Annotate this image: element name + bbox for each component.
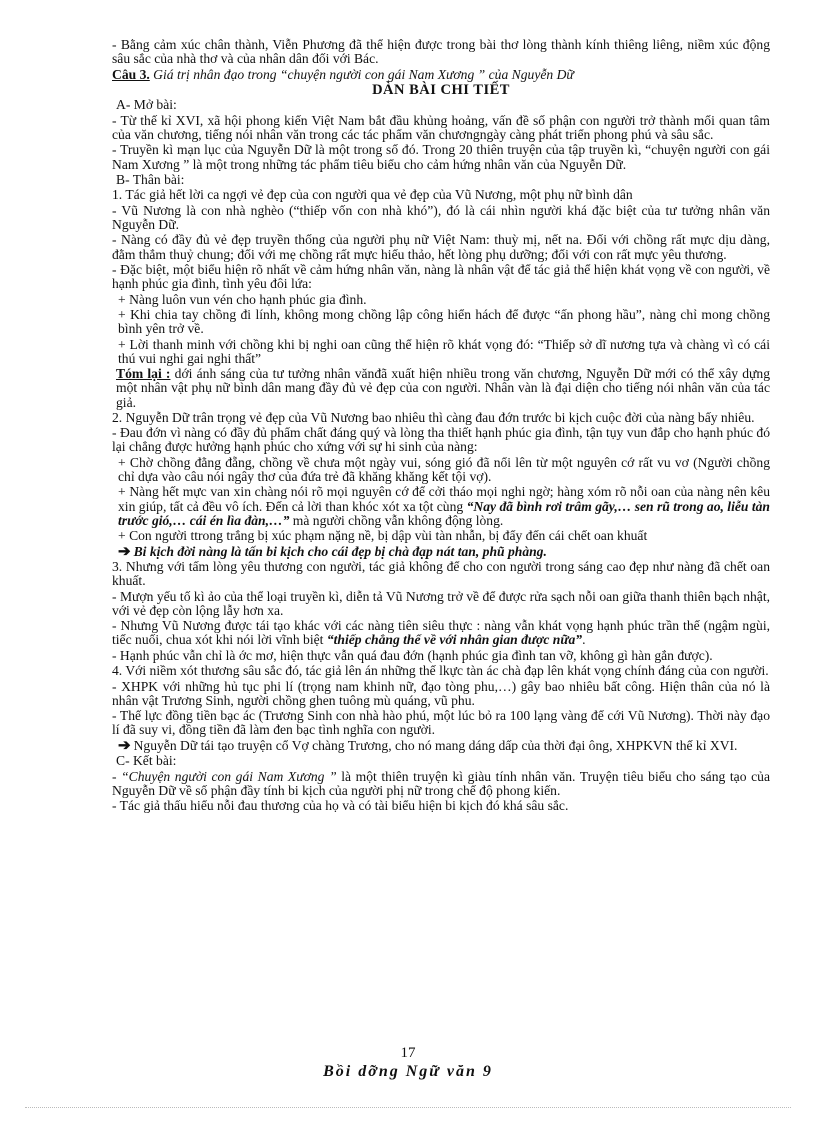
bottom-divider (25, 1107, 791, 1108)
section-2-bullet-1: + Chờ chồng đằng đẵng, chồng về chưa một ngày vui, sóng gió đã nổi lên từ một nguyên cớ rất vu vơ (Người chồng chỉ dựa vào câu nói ngây thơ của đứa trẻ đã khăng khăng kết tội vợ). (118, 454, 770, 485)
question-suffix: của Nguyễn Dữ (485, 66, 574, 82)
section-2-paragraph-1: - Đau đớn vì nàng có đầy đủ phẩm chất đáng quý và lòng tha thiết hạnh phúc gia đình, tận tụy vun đắp cho hạnh phúc đó lại chẳng được hưởng hạnh phúc cho xứng với sự hi sinh của nàng: (112, 425, 770, 455)
section-4-paragraph-2: - Thế lực đồng tiền bạc ác (Trương Sinh con nhà hào phú, một lúc bỏ ra 100 lạng vàng để cới Vũ Nương). Thời này đạo lí đã suy vi, đồng tiền đã làm đen bạc tình nghĩa con người. (112, 708, 770, 738)
top-paragraph: - Bằng cảm xúc chân thành, Viễn Phương đã thể hiện được trong bài thơ lòng thành kính thiêng liêng, niềm xúc động sâu sắc của nhà thơ và của nhân dân đối với Bác. (112, 37, 770, 67)
page-footer: Bồi dỡng Ngữ văn 9 (323, 1063, 493, 1080)
section-1-paragraph-3: - Đặc biệt, một biểu hiện rõ nhất về cảm hứng nhân văn, nàng là nhân vật để tác giả thể hiện khát vọng về con người, về hạnh phúc gia đình, tình yêu đôi lứa: (112, 261, 770, 292)
section-1-summary (112, 367, 770, 410)
outline-title: DÀN BÀI CHI TIẾT (372, 81, 510, 98)
summary-label: Tóm lại : (116, 366, 171, 382)
section-3-title: 3. Nhưng với tấm lòng yêu thương con người, tác giả không để cho con người trong sáng cao đẹp như nàng đã chết oan khuất. (112, 559, 770, 589)
section-2-bullet-2 (112, 485, 770, 528)
section-3-paragraph-2-tail: . (582, 632, 586, 648)
section-3-paragraph-2-quote: “thiếp chẳng thể về với nhân gian được nữa” (326, 632, 583, 648)
section-2-bullet-2-tail: mà người chồng vẫn không động lòng. (289, 512, 504, 528)
question-work: “chuyện người con gái Nam Xương ” (279, 66, 486, 82)
question-prefix: Giá trị nhân đạo trong (149, 66, 280, 82)
section-2-conclusion-text: Bi kịch đời nàng là tấn bi kịch cho cái đẹp bị chà đạp nát tan, phũ phàng. (133, 543, 547, 559)
conclusion-dash: - (112, 768, 122, 784)
section-1-paragraph-2: - Nàng có đầy đủ vẻ đẹp truyền thống của người phụ nữ Việt Nam: thuỳ mị, nết na. Đối với chồng rất mực dịu dàng, đằm thắm thuỷ chung; đối với mẹ chồng rất mực hiếu thảo, hết lòng phụ dưỡng; đối với con rất mực yêu thương. (112, 232, 770, 262)
section-4-title: 4. Với niềm xót thương sâu sắc đó, tác giả lên án những thế lkực tàn ác chà đạp lên khát vọng chính đáng của con người. (112, 663, 769, 679)
conclusion-work-title: “Chuyện người con gái Nam Xương ” (121, 768, 337, 784)
section-2-bullet-2-quote: “Nay đã bình rơi trâm gãy,… sen rũ trong ao, liễu tàn trước gió,… cái én lìa đàn,…” (118, 498, 770, 528)
section-4-conclusion (112, 739, 770, 753)
question-heading (112, 68, 770, 82)
arrow-right-icon: ➔ (118, 543, 131, 560)
section-2-title: 2. Nguyễn Dữ trân trọng vẻ đẹp của Vũ Nương bao nhiêu thì càng đau đớn trước bi kịch cuộc đời của nàng bấy nhiêu. (112, 409, 755, 425)
section-1-bullet-1: + Nàng luôn vun vén cho hạnh phúc gia đình. (118, 291, 367, 307)
section-1-paragraph-1: - Vũ Nương là con nhà nghèo (“thiếp vốn con nhà khó”), đó là cái nhìn người khá đặc biệt của tư tưởng nhân văn Nguyễn Dữ. (112, 202, 770, 232)
section-4-paragraph-1: - XHPK với những hủ tục phi lí (trọng nam khinh nữ, đạo tòng phu,…) gây bao nhiêu bất công. Hiện thân của nó là nhân vật Trương Sinh, người chồng ghen tuông mù quáng, vũ phu. (112, 678, 770, 708)
body-heading: B- Thân bài: (116, 171, 185, 187)
conclusion-paragraph-1-text: là một thiên truyện kì giàu tính nhân văn. Truyện tiêu biểu cho sáng tạo của Nguyễn Dữ về số phận đầy tính bi kịch của người phị nữ trong chế độ phong kiến. (112, 768, 770, 798)
section-2-bullet-3: + Con người ttrong trắng bị xúc phạm nặng nề, bị dập vùi tàn nhẫn, bị đẩy đến cái chết oan khuất (118, 528, 648, 544)
section-1-bullet-3: + Lời thanh minh với chồng khi bị nghi oan cũng thể hiện rõ khát vọng đó: “Thiếp sở dĩ nương tựa và chàng vì có cái thú vui nghi gai nghi thất” (118, 336, 770, 366)
section-3-paragraph-3: - Hạnh phúc vẫn chỉ là ớc mơ, hiện thực vẫn quá đau đớn (hạnh phúc gia đình tan vỡ, không gì hàn gắn được). (112, 647, 713, 663)
conclusion-paragraph-2: - Tác giả thấu hiểu nỗi đau thương của họ và có tài biểu hiện bi kịch đó khá sâu sắc. (112, 798, 569, 814)
summary-text: dới ánh sáng của tư tưởng nhân vănđã xuất hiện nhiều trong văn chương, Nguyễn Dữ mới có thể xây dựng một nhân vật phụ nữ bình dân mang đầy đủ vẻ đẹp của con người. Nhân vàn là đại diện cho tiếng nói nhân văn của tác giả. (116, 366, 770, 410)
section-4-conclusion-text: Nguyễn Dữ tái tạo truyện cổ Vợ chàng Trương, cho nó mang dáng dấp của thời đại ông, XHPKVN thế kỉ XVI. (133, 737, 738, 753)
document-page (112, 38, 770, 815)
section-1-title: 1. Tác giả hết lời ca ngợi vẻ đẹp của con người qua vẻ đẹp của Vũ Nương, một phụ nữ bình dân (112, 187, 633, 203)
intro-heading: A- Mở bài: (116, 97, 177, 113)
conclusion-heading: C- Kết bài: (116, 753, 177, 769)
section-3-paragraph-1: - Mượn yếu tố kì ảo của thể loại truyền kì, diễn tả Vũ Nương trở về để được rửa sạch nỗi oan giữa thanh thiên bạch nhật, với vẻ đẹp còn lộng lẫy hơn xa. (112, 588, 770, 618)
section-2-conclusion (112, 545, 770, 559)
page-number: 17 (400, 1045, 416, 1061)
section-2-bullet-2-text: + Nàng hết mực van xin chàng nói rõ mọi nguyên cớ để cởi tháo mọi nghi ngờ; hàng xóm rõ nỗi oan của nàng nên kêu xin giúp, tất cả đều vô ích. Đến cả lời than khóc xót xa tột cùng (118, 484, 770, 514)
arrow-right-icon: ➔ (118, 737, 131, 754)
section-3-paragraph-2 (112, 619, 770, 647)
section-1-bullet-2: + Khi chia tay chồng đi lính, không mong chồng lập công hiển hách để được “ấn phong hầu”, nàng chỉ mong chồng bình yên trở về. (118, 306, 770, 337)
section-3-paragraph-2-text: - Nhưng Vũ Nương được tái tạo khác với các nàng tiên siêu thực : nàng vẫn khát vọng hạnh phúc trần thế (ngậm ngùi, tiếc nuối, chua xót khi nói lời vĩnh biệt (112, 618, 770, 648)
question-label: Câu 3. (112, 66, 150, 82)
intro-paragraph-1: - Từ thế kỉ XVI, xã hội phong kiến Việt Nam bắt đầu khủng hoảng, vấn đề số phận con người trở thành mối quan tâm của văn chương, tiếng nói nhân văn trong các tác phẩm văn chươngngày càng phát triển phong phú và sâu sắc. (112, 112, 770, 142)
conclusion-paragraph-1 (112, 770, 770, 798)
intro-paragraph-2: - Truyền kì mạn lục của Nguyễn Dữ là một trong số đó. Trong 20 thiên truyện của tập truyền kì, “chuyện người con gái Nam Xương ” là một trong những tác phẩm tiêu biểu cho cảm hứng nhân văn của Nguyễn Dữ. (112, 142, 770, 172)
